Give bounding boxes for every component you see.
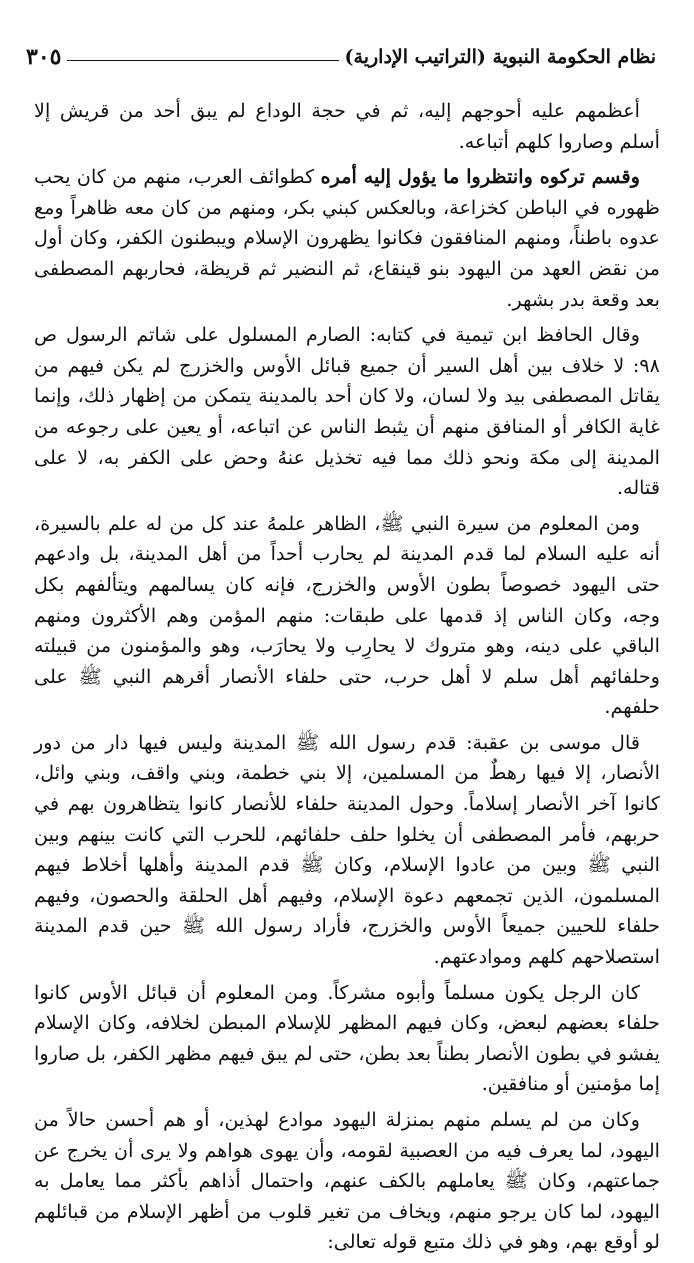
paragraph [34,162,660,315]
paragraph-text: ومن المعلوم من سيرة النبي ﷺ، الظاهر علمهُ عند كل من له علم بالسيرة، أنه عليه السلام لما قدم المدينة لم يحارب أحداً من أهل المدينة، بل وادعهم حتى اليهود خصوصاً بطون الأوس والخزرج، فإنه كان يسالمهم ويتألفهم بكل وجه، وكان الناس إذ قدمها على طبقات: منهم المؤمن وهم الأكثرون ومنهم الباقي على دينه، وهو متروك لا يحارِب ولا يحارَب، وهو والمؤمنون من قبيلته وحلفائهم أهل سلم لا أهل حرب، حتى حلفاء الأنصار أقرهم النبي ﷺ على حلفهم. [34,511,660,719]
page-body [34,96,660,1263]
paragraph-text: قال موسى بن عقبة: قدم رسول الله ﷺ المدينة وليس فيها دار من دور الأنصار، إلا فيها رهطٌ من المسلمين، إلا بني خطمة، وبني واقف، وبني وائل، كانوا آخر الأنصار إسلاماً. وحول المدينة حلفاء للأنصار كانوا يتظاهرون بهم في حربهم، فأمر المصطفى أن يخلوا حلف حلفائهم، للحرب التي كانت بينهم وبين النبي ﷺ وبين من عادوا الإسلام، وكان ﷺ قدم المدينة وأهلها أخلاط فيهم المسلمون، الذين تجمعهم دعوة الإسلام، وفيهم أهل الحلقة والحصون، وفيهم حلفاء للحيين جميعاً الأوس والخزرج، فأراد رسول الله ﷺ حين قدم المدينة استصلاحهم كلهم وموادعتهم. [34,730,660,969]
page-header [26,40,656,74]
running-title: نظام الحكومة النبوية (التراتيب الإدارية) [344,46,656,68]
paragraph-text: وقال الحافظ ابن تيمية في كتابه: الصارم المسلول على شاتم الرسول ص ٩٨: لا خلاف بين أهل السير أن جميع قبائل الأوس والخزرج لم يكن فيهم من يقاتل المصطفى بيد ولا لسان، ولا كان أحد بالمدينة يتمكن من إظهار ذلك، وإنما غاية الكافر أو المنافق منهم أن يثبط الناس عن اتباعه، أو يعين على رجوعه من المدينة إلى مكة ونحو ذلك مما فيه تخذيل عنهُ وحض على الكفر به، لا على قتاله. [34,323,660,500]
paragraph [34,509,660,723]
paragraph [34,978,660,1100]
paragraph [34,1105,660,1258]
paragraph [34,320,660,504]
paragraph-text: كان الرجل يكون مسلماً وأبوه مشركاً. ومن المعلوم أن قبائل الأوس كانوا حلفاء بعضهم لبعض، وكان فيهم المظهر للإسلام المبطن لخلافه، وكان الإسلام يفشو في بطون الأنصار بطناً بعد بطن، حتى لم يبق فيهم مظهر الكفر، بل صاروا إما مؤمنين أو منافقين. [34,980,660,1096]
paragraph [34,96,660,157]
header-rule [67,60,338,61]
paragraph [34,728,660,973]
paragraph-text: كطوائف العرب، منهم من كان يحب ظهوره في الباطن كخزاعة، وبالعكس كبني بكر، ومنهم من كان معه ظاهراً ومع عدوه باطناً، ومنهم المنافقون فكانوا يظهرون الإسلام ويبطنون الكفر، وكان أول من نقض العهد من اليهود بنو قينقاع، ثم النضير ثم قريظة، فحاربهم المصطفى بعد وقعة بدر بشهر. [34,165,660,311]
paragraph-lead: وقسم تركوه وانتظروا ما يؤول إليه أمره [320,165,640,189]
paragraph-text: أعظمهم عليه أحوجهم إليه، ثم في حجة الوداع لم يبق أحد من قريش إلا أسلم وصاروا كلهم أتباعه. [34,99,660,153]
page-number: ٣٠٥ [26,44,62,70]
paragraph-text: وكان من لم يسلم منهم بمنزلة اليهود موادع لهذين، أو هم أحسن حالاً من اليهود، لما يعرف فيه من العصبية لقومه، وأن يهوى هواهم ولا يرى أن يخرج عن جماعتهم، وكان ﷺ يعاملهم بالكف عنهم، واحتمال أذاهم بأكثر مما يعامل به اليهود، لما كان يرجو منهم، ويخاف من تغير قلوب من أظهر الإسلام من قبائلهم لو أوقع بهم، وهو في ذلك متبع قوله تعالى: [34,1108,660,1254]
